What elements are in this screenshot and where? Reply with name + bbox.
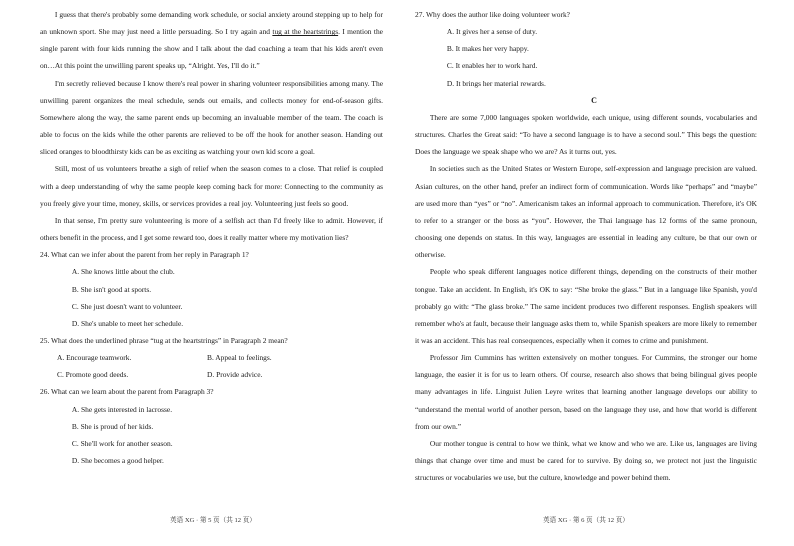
passage-paragraph-2: I'm secretly relieved because I know there's real power in sharing volunteer responsibilities among many. The unwilling parent organizes the meal schedule, sends out emails, and collects money for end-of-season gifts. Somewhere along the way, the same parent ends up becoming an invaluable member of the team. The coach is able to focus on the kids while the other parents are relieved to be off the hook for another season. Handing out sliced oranges to bloodthirsty kids can be as exciting as watching your own kid score a goal. bbox=[40, 78, 383, 157]
left-column bbox=[40, 6, 383, 469]
question-25-stem: 25. What does the underlined phrase “tug at the heartstrings” in Paragraph 2 mean? bbox=[40, 335, 288, 345]
section-label: C bbox=[591, 95, 597, 105]
question-26-option-b: B. She is proud of her kids. bbox=[71, 421, 154, 431]
question-25-options-row-1 bbox=[40, 349, 383, 366]
question-26-option-c: C. She'll work for another season. bbox=[71, 438, 173, 448]
question-27-option-d: D. It brings her material rewards. bbox=[446, 78, 546, 88]
question-27-option-b: B. It makes her very happy. bbox=[446, 44, 529, 54]
question-24-option-c: C. She just doesn't want to volunteer. bbox=[71, 301, 183, 311]
passage-paragraph-3: Still, most of us volunteers breathe a sigh of relief when the season comes to a close. That relief is coupled with a deep understanding of why the same people keep coming back for more: Connecting to the community as you freely give your time, money, skills, or services provides a real joy. Volunteering just feels so good. bbox=[40, 164, 383, 208]
page-footer-right: 英语 XG · 第 6 页（共 12 页） bbox=[543, 517, 629, 524]
underlined-phrase: tug at the heartstrings bbox=[272, 27, 339, 37]
question-24-option-d: D. She's unable to meet her schedule. bbox=[71, 318, 184, 328]
right-column bbox=[415, 6, 757, 486]
question-26-stem: 26. What can we learn about the parent from Paragraph 3? bbox=[40, 387, 214, 397]
question-24-option-a: A. She knows little about the club. bbox=[71, 267, 175, 277]
question-25-options-row-2 bbox=[40, 366, 383, 383]
question-27-option-a: A. It gives her a sense of duty. bbox=[446, 27, 538, 37]
question-25-option-a: A. Encourage teamwork. bbox=[57, 353, 132, 363]
passage-c-paragraph-2: In societies such as the United States or Western Europe, self-expression and language precision are valued. Asian cultures, on the other hand, prefer an indirect form of communication. Words like “perhaps” and “maybe” are used more than “yes” or “no”. Americanism takes an informal approach to communication. Therefore, it's OK to refer to a stranger or the boss as “you”. However, the Thai language has 12 forms of the same pronoun, choosing one depends on status. In this way, languages are essential in leading any culture, be that our own or otherwise. bbox=[415, 164, 757, 260]
question-27-stem: 27. Why does the author like doing volunteer work? bbox=[415, 10, 570, 19]
question-25-option-b: B. Appeal to feelings. bbox=[207, 353, 272, 363]
passage-c-paragraph-5: Our mother tongue is central to how we think, what we know and who we are. Like us, languages are living things that change over time and must be cared for to survive. By doing so, we protect not just the linguistic structures or vocabularies we use, but the culture, knowledge and power behind them. bbox=[415, 438, 757, 483]
passage-paragraph-4: In that sense, I'm pretty sure volunteering is more of a selfish act than I'd freely like to admit. However, if others benefit in the process, and I get some reward too, does it really matter where my motivation lies? bbox=[40, 215, 383, 243]
passage-paragraph-1: I guess that there's probably some demanding work schedule, or social anxiety around stepping up to help for an unknown sport. She may just need a little persuading. So I try again and tug at the heartstrings. I mention the single parent with four kids running the show and I talk about the dad coaching a team that his kids aren't even on…At this point the unwilling parent speaks up, “Alright. Yes, I'll do it.” bbox=[40, 10, 383, 71]
question-26-option-d: D. She becomes a good helper. bbox=[71, 456, 164, 466]
page-footer-left: 英语 XG · 第 5 页（共 12 页） bbox=[170, 517, 256, 524]
passage-c-paragraph-1: There are some 7,000 languages spoken worldwide, each unique, using different sounds, vocabularies and structures. Charles the Great said: “To have a second language is to have a second soul.” This begs the question: Does the language we speak shape who we are? As it turns out, yes. bbox=[415, 112, 757, 157]
question-24-option-b: B. She isn't good at sports. bbox=[71, 284, 152, 294]
passage-c-paragraph-4: Professor Jim Cummins has written extensively on mother tongues. For Cummins, the stronger our home language, the easier it is for us to learn others. Of course, research also shows that being bilingual gives people many advantages in life. Linguist Julien Leyre writes that learning another language develops our ability to “understand the mental world of another person, based on the language they use, and how that world is different from our own.” bbox=[415, 353, 757, 431]
question-25-option-c: C. Promote good deeds. bbox=[57, 370, 129, 380]
passage-c-paragraph-3: People who speak different languages notice different things, depending on the constructs of their mother tongue. Take an accident. In English, it's OK to say: “She broke the glass.” But in a language like Spanish, you'd probably go with: “The glass broke.” The same incident produces two different responses. English speakers will remember who's at fault, because their language asks them to, while Spanish speakers are more likely to remember it was an accident. This has real consequences, especially when it comes to crime and punishment. bbox=[415, 267, 757, 345]
question-26-option-a: A. She gets interested in lacrosse. bbox=[71, 404, 173, 414]
question-24-stem: 24. What can we infer about the parent from her reply in Paragraph 1? bbox=[40, 250, 249, 260]
question-25-option-d: D. Provide advice. bbox=[207, 370, 263, 380]
question-27-option-c: C. It enables her to work hard. bbox=[446, 61, 538, 71]
